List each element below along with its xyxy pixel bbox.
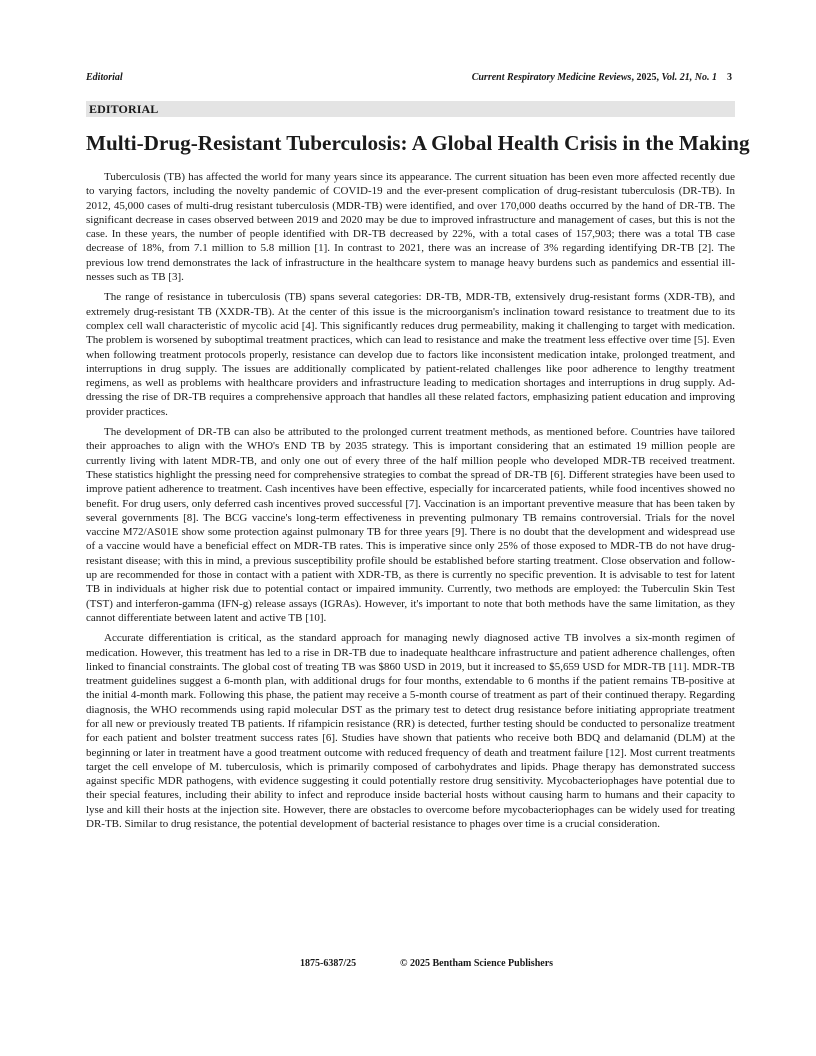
body-paragraph-3: The development of DR-TB can also be attributed to the prolonged current treatment methods, as mentioned before. Countries have tailored their approaches to align with the WHO's END TB by 2035 strategy. This is important considering that an estimated 19 million people are currently living with latent MDR-TB, and only one out of every three of the half million people who developed MDR-TB received treatment. These statistics highlight the pressing need for comprehensive strategies to combat the spread of DR-TB [6]. Different strategies have been used to improve patient adherence to treatment. Cash incentives have been effective, especially for incarcerated patients, while food incentives showed no benefit. For drug users, only deferred cash incentives proved successful [7]. Vaccination is an important preventive measure that has been taken by several governments [8]. The BCG vaccine's long-term effectiveness in preventing pulmonary TB remains controversial. Trials for the novel vaccine M72/AS01E show some protection against pulmonary TB for three years [9]. There is no doubt that the development and widespread use of a vaccine would have a beneficial effect on MDR-TB rates. This is imperative since only 25% of those exposed to MDR-TB do not have drug-resistant disease; with this in mind, a previous susceptibility profile should be established before starting treatment. Close observation and follow-up are recommended for those in contact with a patient with XDR-TB, as there is currently no specific prevention. It is advisable to test for latent TB in individuals at higher risk due to potential contact or impaired immunity. Currently, two methods are employed: the Tuberculin Skin Test (TST) and interferon-gamma (IFN-g) release assays (IGRAs). However, it's important to note that both methods have the same limitation, as they cannot differentiate between latent and active TB [10]. — [86, 426, 735, 624]
running-header — [86, 72, 732, 88]
body-paragraph-1: Tuberculosis (TB) has affected the world for many years since its appearance. The current situation has been even more affected recently due to varying factors, including the novelty pandemic of COVID-19 and the ever-present complication of drug-resistant tuberculosis (DR-TB). In 2012, 45,000 cases of multi-drug resistant tuberculosis (MDR-TB) were identified, and over 170,000 deaths occurred by the hand of DR-TB. The significant decrease in cases observed between 2019 and 2020 may be due to improved infrastructure and management of cases, but this is not the case. In these years, the number of people identified with DR-TB decreased by 22%, with a total cases of 157,903; there was a total TB case decrease of 18%, from 7.1 million to 5.8 million [1]. In contrast to 2021, there was an increase of 3% regarding identifying DR-TB [2]. The previous low trend demonstrates the lack of infrastructure in the healthcare system to manage heavy burdens such as pandemics and essential illnesses such as TB [3]. — [86, 171, 735, 284]
header-citation — [472, 72, 732, 83]
footer-issn: 1875-6387/25 — [300, 958, 357, 969]
article-body — [86, 170, 735, 837]
footer-copyright: © 2025 Bentham Science Publishers — [400, 958, 554, 969]
article-type-label: EDITORIAL — [89, 102, 159, 116]
header-journal: Current Respiratory Medicine Reviews — [471, 72, 632, 83]
article-type-bar — [86, 101, 735, 117]
body-paragraph-2: The range of resistance in tuberculosis (TB) spans several categories: DR-TB, MDR-TB, extensively drug-resistant forms (XDR-TB), and extremely drug-resistant TB (XXDR-TB). At the center of this issue is the microorganism's inclination toward resistance to treatment due to its complex cell wall characteristic of mycolic acid [4]. This significantly reduces drug permeability, making it challenging to target with medication. The problem is worsened by suboptimal treatment practices, which can lead to resistance and make the treatment less effective over time [5]. Even when following treatment protocols properly, resistance can develop due to factors like inconsistent medication intake, prolonged treatment, and interruptions in drug supply. The issues are additionally complicated by patient-related challenges like poor adherence to lengthy treatment regimens, as well as problems with healthcare providers and infrastructure leading to medication shortages and interruptions in drug supply. Addressing the rise of DR-TB requires a comprehensive approach that handles all these related factors, emphasizing patient education and improving provider practices. — [86, 291, 735, 418]
header-page-number: 3 — [727, 72, 732, 83]
body-paragraph-4: Accurate differentiation is critical, as the standard approach for managing newly diagnosed active TB involves a six-month regimen of medication. However, this treatment has led to a rise in DR-TB due to inadequate healthcare infrastructure and patient adherence challenges, often linked to financial constraints. The global cost of treating TB was $860 USD in 2019, but it increased to $5,659 USD for MDR-TB [11]. MDR-TB treatment guidelines suggest a 6-month plan, with additional drugs for four months, extendable to 6 months if the patient remains TB-positive at the initial 4-month mark. Following this phase, the patient may receive a 5-month course of treatment as part of their continued therapy. Regarding diagnosis, the WHO recommends using rapid molecular DST as the primary test to detect drug resistance before initiating appropriate treatment for all new or previously treated TB patients. If rifampicin resistance (RR) is detected, further testing should be conducted to personalize treatment for each patient and bolster treatment success rates [6]. Studies have shown that patients who receive both BDQ and delamanid (DLM) at the beginning or later in treatment have a good treatment outcome with reduced frequency of death and treatment failure [12]. Most current treatments target the cell envelope of M. tuberculosis, which is primarily composed of carbohydrates and lipids. Phage therapy has demonstrated success against specific MDR pathogens, with evidence suggesting it could potentially restore drug sensitivity. Mycobacteriophages have potential due to their special features, including their ability to infect and reproduce inside bacterial hosts without causing harm to humans and their capacity to lyse and kill their hosts at the injection site. However, there are obstacles to overcome before mycobacteriophages can be widely used for treating DR-TB. Similar to drug resistance, the potential development of bacterial resistance to phages over time is a crucial consideration. — [86, 632, 735, 831]
header-year: , 2025, — [631, 72, 662, 83]
header-volume: Vol. 21, No. 1 — [661, 72, 717, 83]
article-title: Multi-Drug-Resistant Tuberculosis: A Global Health Crisis in the Making — [86, 131, 750, 155]
header-section-label: Editorial — [86, 72, 123, 83]
